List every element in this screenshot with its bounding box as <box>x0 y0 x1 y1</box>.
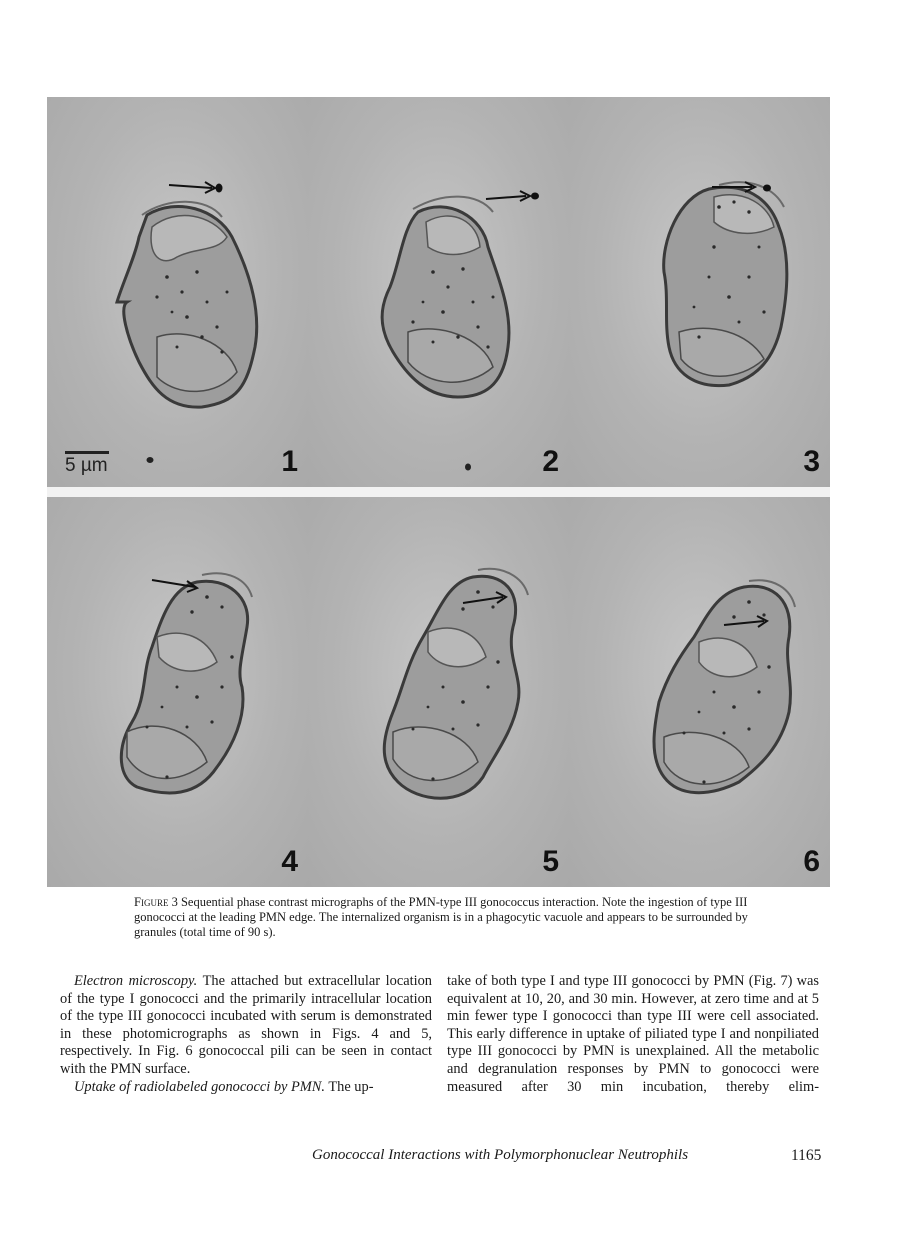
micrograph-panel-6 <box>569 497 830 887</box>
body-column-right <box>447 973 819 1096</box>
micrograph-panel-2 <box>308 97 569 487</box>
panel-number: 4 <box>281 845 298 878</box>
paragraph-text: The attached but extracellular location of the type I gonococci and the primarily intracellular location of the type III gonococci incubated with serum is demonstrated in these photomicrographs as shown in Figs. 4 and 5, respectively. In Fig. 6 gonococcal pili can be seen in contact with the PMN surface. <box>60 973 432 1077</box>
micrograph-panel-4 <box>47 497 308 887</box>
figure-3 <box>47 97 830 887</box>
paragraph-text: take of both type I and type III gonococci by PMN (Fig. 7) was equivalent at 10, 20, and 30 min. However, at zero time and at 5 min fewer type I gonococci than type III were cell associated. This early difference in uptake of piliated type I and nonpiliated type III gonococci by PMN is unexplained. All the metabolic and degranulation responses by PMN to gonococci were measured after 30 min incubation, thereby elim- <box>447 973 819 1095</box>
scale-bar-label: 5 µm <box>65 455 108 476</box>
caption-text: Sequential phase contrast micrographs of the PMN-type III gonococcus interaction. Note the ingestion of type III gonococci at the leading PMN edge. The internalized organism is in a phagocytic vacuole and appears to be surrounded by granules (total time of 90 s). <box>134 895 748 939</box>
micrograph-panel-3 <box>569 97 830 487</box>
page-number: 1165 <box>791 1147 822 1164</box>
figure-caption <box>134 895 754 940</box>
scale-bar-line <box>65 451 109 454</box>
micrograph-panel-1 <box>47 97 308 487</box>
cell-image-4 <box>47 497 308 887</box>
cell-image-2 <box>308 97 569 487</box>
panel-number: 5 <box>542 845 559 878</box>
scale-bar <box>65 455 108 477</box>
panel-number: 1 <box>281 445 298 478</box>
cell-image-5 <box>308 497 569 887</box>
section-heading-electron-microscopy: Electron microscopy. <box>74 973 198 989</box>
panel-number: 6 <box>803 845 820 878</box>
paragraph-text: The up- <box>328 1078 374 1095</box>
cell-image-3 <box>569 97 830 487</box>
running-head: Gonococcal Interactions with Polymorphonuclear Neutrophils <box>312 1147 689 1163</box>
panel-number: 3 <box>803 445 820 478</box>
cell-image-1 <box>47 97 308 487</box>
panel-number: 2 <box>542 445 559 478</box>
micrograph-panel-5 <box>308 497 569 887</box>
paragraph-uptake <box>60 1079 432 1097</box>
paragraph-electron-microscopy <box>60 973 432 1079</box>
caption-label: Figure 3 <box>134 895 178 909</box>
section-heading-uptake: Uptake of radiolabeled gonococci by PMN. <box>74 1078 325 1095</box>
cell-image-6 <box>569 497 830 887</box>
body-column-left <box>60 973 432 1096</box>
